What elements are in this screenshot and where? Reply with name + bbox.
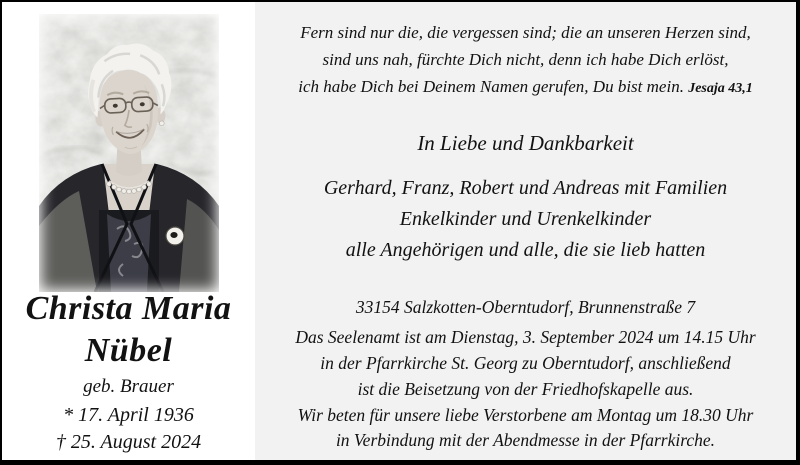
prayer-line: in Verbindung mit der Abendmesse in der Pfarrkirche.	[335, 430, 716, 450]
quote-line-text: ich habe Dich bei Deinem Namen gerufen, Du bist mein.	[298, 77, 684, 96]
pearl-earring	[159, 121, 164, 126]
quote-line	[255, 73, 796, 102]
right-column	[255, 2, 796, 460]
deceased-name	[2, 288, 255, 372]
mourner-line: Enkelkinder und Urenkelkinder	[399, 208, 652, 230]
death-date: † 25. August 2024	[55, 431, 202, 453]
mourner-line: Gerhard, Franz, Robert und Andreas mit Familien	[323, 177, 728, 199]
quote-line: Fern sind nur die, die vergessen sind; die an unseren Herzen sind,	[300, 23, 751, 42]
service-line: in der Pfarrkirche St. Georg zu Oberntudorf, anschließend	[320, 353, 731, 373]
deceased-last-name: Nübel	[84, 332, 173, 369]
service-line: Das Seelenamt ist am Dienstag, 3. September 2024 um 14.15 Uhr	[295, 327, 756, 347]
quote-source: Jesaja 43,1	[688, 81, 753, 96]
memorial-quote	[255, 19, 796, 102]
service-line: ist die Beisetzung von der Friedhofskapelle aus.	[357, 379, 694, 399]
portrait-illustration	[39, 14, 219, 292]
birth-date: * 17. April 1936	[63, 404, 194, 426]
maiden-name: geb. Brauer	[83, 376, 174, 397]
service-info	[255, 324, 796, 402]
address-line: 33154 Salzkotten-Oberntudorf, Brunnenstraße 7	[355, 297, 696, 317]
dedication-line: In Liebe und Dankbarkeit	[417, 131, 634, 155]
prayer-info	[255, 403, 796, 453]
mourner-line: alle Angehörigen und alle, die sie lieb hatten	[345, 239, 706, 261]
quote-line: sind uns nah, fürchte Dich nicht, denn ich habe Dich erlöst,	[322, 50, 729, 69]
mourners-list	[255, 173, 796, 266]
portrait-photo	[39, 14, 219, 292]
prayer-line: Wir beten für unsere liebe Verstorbene am Montag um 18.30 Uhr	[297, 405, 754, 425]
deceased-first-names: Christa Maria	[25, 290, 232, 327]
left-column	[2, 2, 255, 460]
life-dates	[2, 402, 255, 456]
